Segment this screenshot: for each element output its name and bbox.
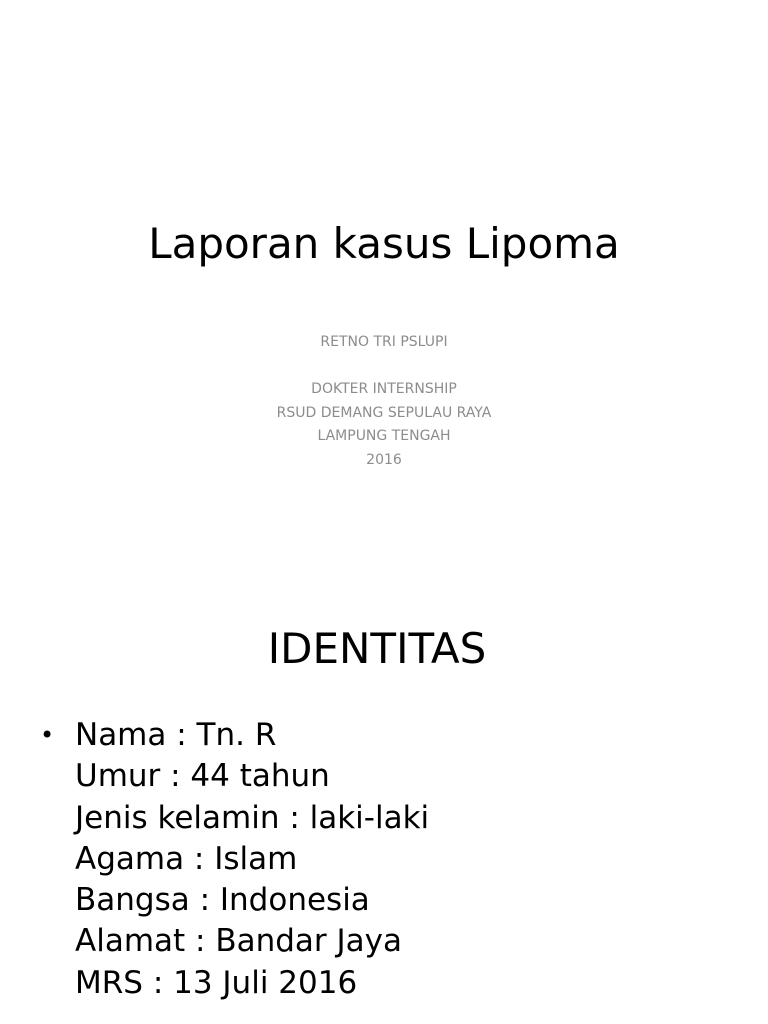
author-location: LAMPUNG TENGAH [317, 428, 451, 444]
section-title: IDENTITAS [267, 624, 487, 673]
identity-list [40, 715, 429, 1004]
presentation-title: Laporan kasus Lipoma [148, 219, 620, 268]
bullet-dot-icon: • [40, 721, 55, 749]
identity-mrs: MRS : 13 Juli 2016 [75, 964, 358, 1001]
identity-agama: Agama : Islam [75, 840, 298, 877]
author-info [0, 331, 768, 472]
identity-nama: Nama : Tn. R [75, 717, 277, 753]
subtitle-spacer [0, 355, 768, 379]
author-year: 2016 [366, 451, 402, 468]
author-hospital: RSUD DEMANG SEPULAU RAYA [276, 404, 492, 421]
identity-jenis-kelamin: Jenis kelamin : laki-laki [75, 799, 430, 836]
author-role: DOKTER INTERNSHIP [311, 381, 457, 397]
slide-identitas [0, 576, 768, 1024]
author-name: RETNO TRI PSLUPI [320, 334, 448, 350]
identity-alamat: Alamat : Bandar Jaya [75, 923, 402, 960]
identity-umur: Umur : 44 tahun [75, 758, 330, 795]
identity-bangsa: Bangsa : Indonesia [75, 882, 370, 919]
identity-bullet [40, 715, 429, 1004]
